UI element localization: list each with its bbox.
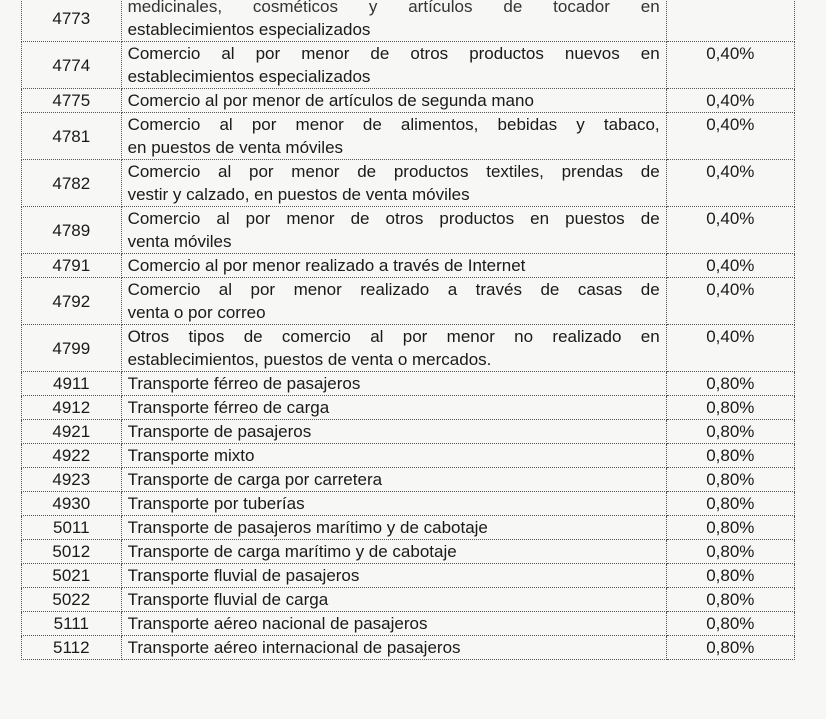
activity-code: 4791: [22, 254, 122, 278]
table-row: [22, 468, 795, 492]
activity-code: 4912: [22, 396, 122, 420]
activity-rate: 0,80%: [666, 588, 794, 612]
activity-description: [121, 113, 666, 160]
table-row: [22, 540, 795, 564]
activity-code: 5012: [22, 540, 122, 564]
description-line: vestir y calzado, en puestos de venta móviles: [127, 185, 470, 204]
activity-rate: 0,80%: [666, 468, 794, 492]
activity-rate: 0,80%: [666, 492, 794, 516]
description-line: Transporte fluvial de carga: [127, 590, 329, 609]
activity-rate: 0,80%: [666, 372, 794, 396]
table-row: [22, 113, 795, 160]
activity-description: [121, 468, 666, 492]
activity-description: [121, 396, 666, 420]
activity-description: [121, 325, 666, 372]
activity-description: [121, 420, 666, 444]
table-row: [22, 42, 795, 89]
table-row: [22, 588, 795, 612]
activity-description: [121, 89, 666, 113]
activity-rate-table: [21, 0, 795, 660]
activity-description: [121, 160, 666, 207]
activity-rate: 0,80%: [666, 540, 794, 564]
activity-rate: 0,40%: [666, 325, 794, 372]
description-line: Comercio al por menor de artículos de segunda mano: [127, 91, 534, 110]
table-row: [22, 444, 795, 468]
table-row: [22, 207, 795, 254]
description-line: Comercio al por menor realizado a través de casas de: [127, 280, 660, 299]
activity-description: [121, 588, 666, 612]
table-row: [22, 516, 795, 540]
table-row: [22, 492, 795, 516]
activity-code: 4921: [22, 420, 122, 444]
activity-description: [121, 492, 666, 516]
activity-code: 4773: [22, 0, 122, 42]
description-line: establecimientos especializados: [127, 67, 371, 86]
description-line: establecimientos, puestos de venta o mercados.: [127, 350, 492, 369]
activity-description: [121, 612, 666, 636]
table-row: [22, 254, 795, 278]
description-line: Comercio al por menor de alimentos, bebidas y tabaco,: [127, 115, 660, 134]
table-row: [22, 89, 795, 113]
description-line: Otros tipos de comercio al por menor no realizado en: [127, 327, 660, 346]
description-line: Comercio al por menor de otros productos nuevos en: [127, 44, 660, 63]
activity-code: 4775: [22, 89, 122, 113]
activity-code: 4782: [22, 160, 122, 207]
activity-rate: 0,40%: [666, 160, 794, 207]
description-line: en puestos de venta móviles: [127, 138, 344, 157]
activity-rate: 0,40%: [666, 42, 794, 89]
activity-description: [121, 540, 666, 564]
activity-rate: 0,80%: [666, 444, 794, 468]
activity-rate: 0,80%: [666, 636, 794, 660]
activity-code: 4922: [22, 444, 122, 468]
activity-description: [121, 254, 666, 278]
description-line: Transporte de carga por carretera: [127, 470, 383, 489]
table-row: [22, 278, 795, 325]
activity-rate: 0,80%: [666, 396, 794, 420]
activity-code: 4923: [22, 468, 122, 492]
table-row: [22, 636, 795, 660]
table-row: [22, 564, 795, 588]
activity-description: [121, 636, 666, 660]
activity-code: 4792: [22, 278, 122, 325]
activity-description: [121, 444, 666, 468]
activity-description: [121, 516, 666, 540]
description-line: Transporte aéreo internacional de pasajeros: [127, 638, 461, 657]
description-line: Comercio al por menor realizado a través de Internet: [127, 256, 526, 275]
description-line: Transporte de pasajeros: [127, 422, 312, 441]
activity-code: 4789: [22, 207, 122, 254]
activity-rate: 0,40%: [666, 89, 794, 113]
table-row: [22, 0, 795, 42]
activity-code: 4911: [22, 372, 122, 396]
activity-rate: 0,40%: [666, 113, 794, 160]
activity-description: [121, 278, 666, 325]
activity-rate: 0,80%: [666, 516, 794, 540]
activity-description: [121, 372, 666, 396]
activity-rate: 0,40%: [666, 207, 794, 254]
activity-code: 5111: [22, 612, 122, 636]
activity-code: 4781: [22, 113, 122, 160]
activity-code: 4799: [22, 325, 122, 372]
table-row: [22, 372, 795, 396]
description-line: Comercio al por menor de productos textiles, prendas de: [127, 162, 660, 181]
activity-code: 5022: [22, 588, 122, 612]
description-line: Transporte de pasajeros marítimo y de cabotaje: [127, 518, 488, 537]
activity-rate: 0,80%: [666, 612, 794, 636]
description-line: venta o por correo: [127, 303, 266, 322]
activity-rate: 0,80%: [666, 420, 794, 444]
activity-rate: 0,40%: [666, 278, 794, 325]
description-line: venta móviles: [127, 232, 232, 251]
activity-code: 5011: [22, 516, 122, 540]
table-row: [22, 612, 795, 636]
description-line: Transporte fluvial de pasajeros: [127, 566, 360, 585]
description-line: Transporte de carga marítimo y de cabotaje: [127, 542, 457, 561]
description-line: Transporte mixto: [127, 446, 255, 465]
description-line: Transporte férreo de carga: [127, 398, 330, 417]
activity-description: [121, 0, 666, 42]
description-line: Transporte por tuberías: [127, 494, 305, 513]
table-row: [22, 160, 795, 207]
activity-code: 5021: [22, 564, 122, 588]
activity-rate: 0,80%: [666, 564, 794, 588]
description-line: Transporte férreo de pasajeros: [127, 374, 361, 393]
table-row: [22, 396, 795, 420]
activity-rate: 0,40%: [666, 254, 794, 278]
activity-description: [121, 207, 666, 254]
activity-code: 4930: [22, 492, 122, 516]
activity-rate: [666, 0, 794, 42]
description-line: medicinales, cosméticos y artículos de tocador en: [127, 0, 660, 16]
table-row: [22, 420, 795, 444]
activity-code: 4774: [22, 42, 122, 89]
description-line: Comercio al por menor de otros productos en puestos de: [127, 209, 660, 228]
table-body: [22, 0, 795, 660]
activity-description: [121, 42, 666, 89]
table-row: [22, 325, 795, 372]
description-line: establecimientos especializados: [127, 20, 371, 39]
activity-description: [121, 564, 666, 588]
activity-code: 5112: [22, 636, 122, 660]
description-line: Transporte aéreo nacional de pasajeros: [127, 614, 428, 633]
